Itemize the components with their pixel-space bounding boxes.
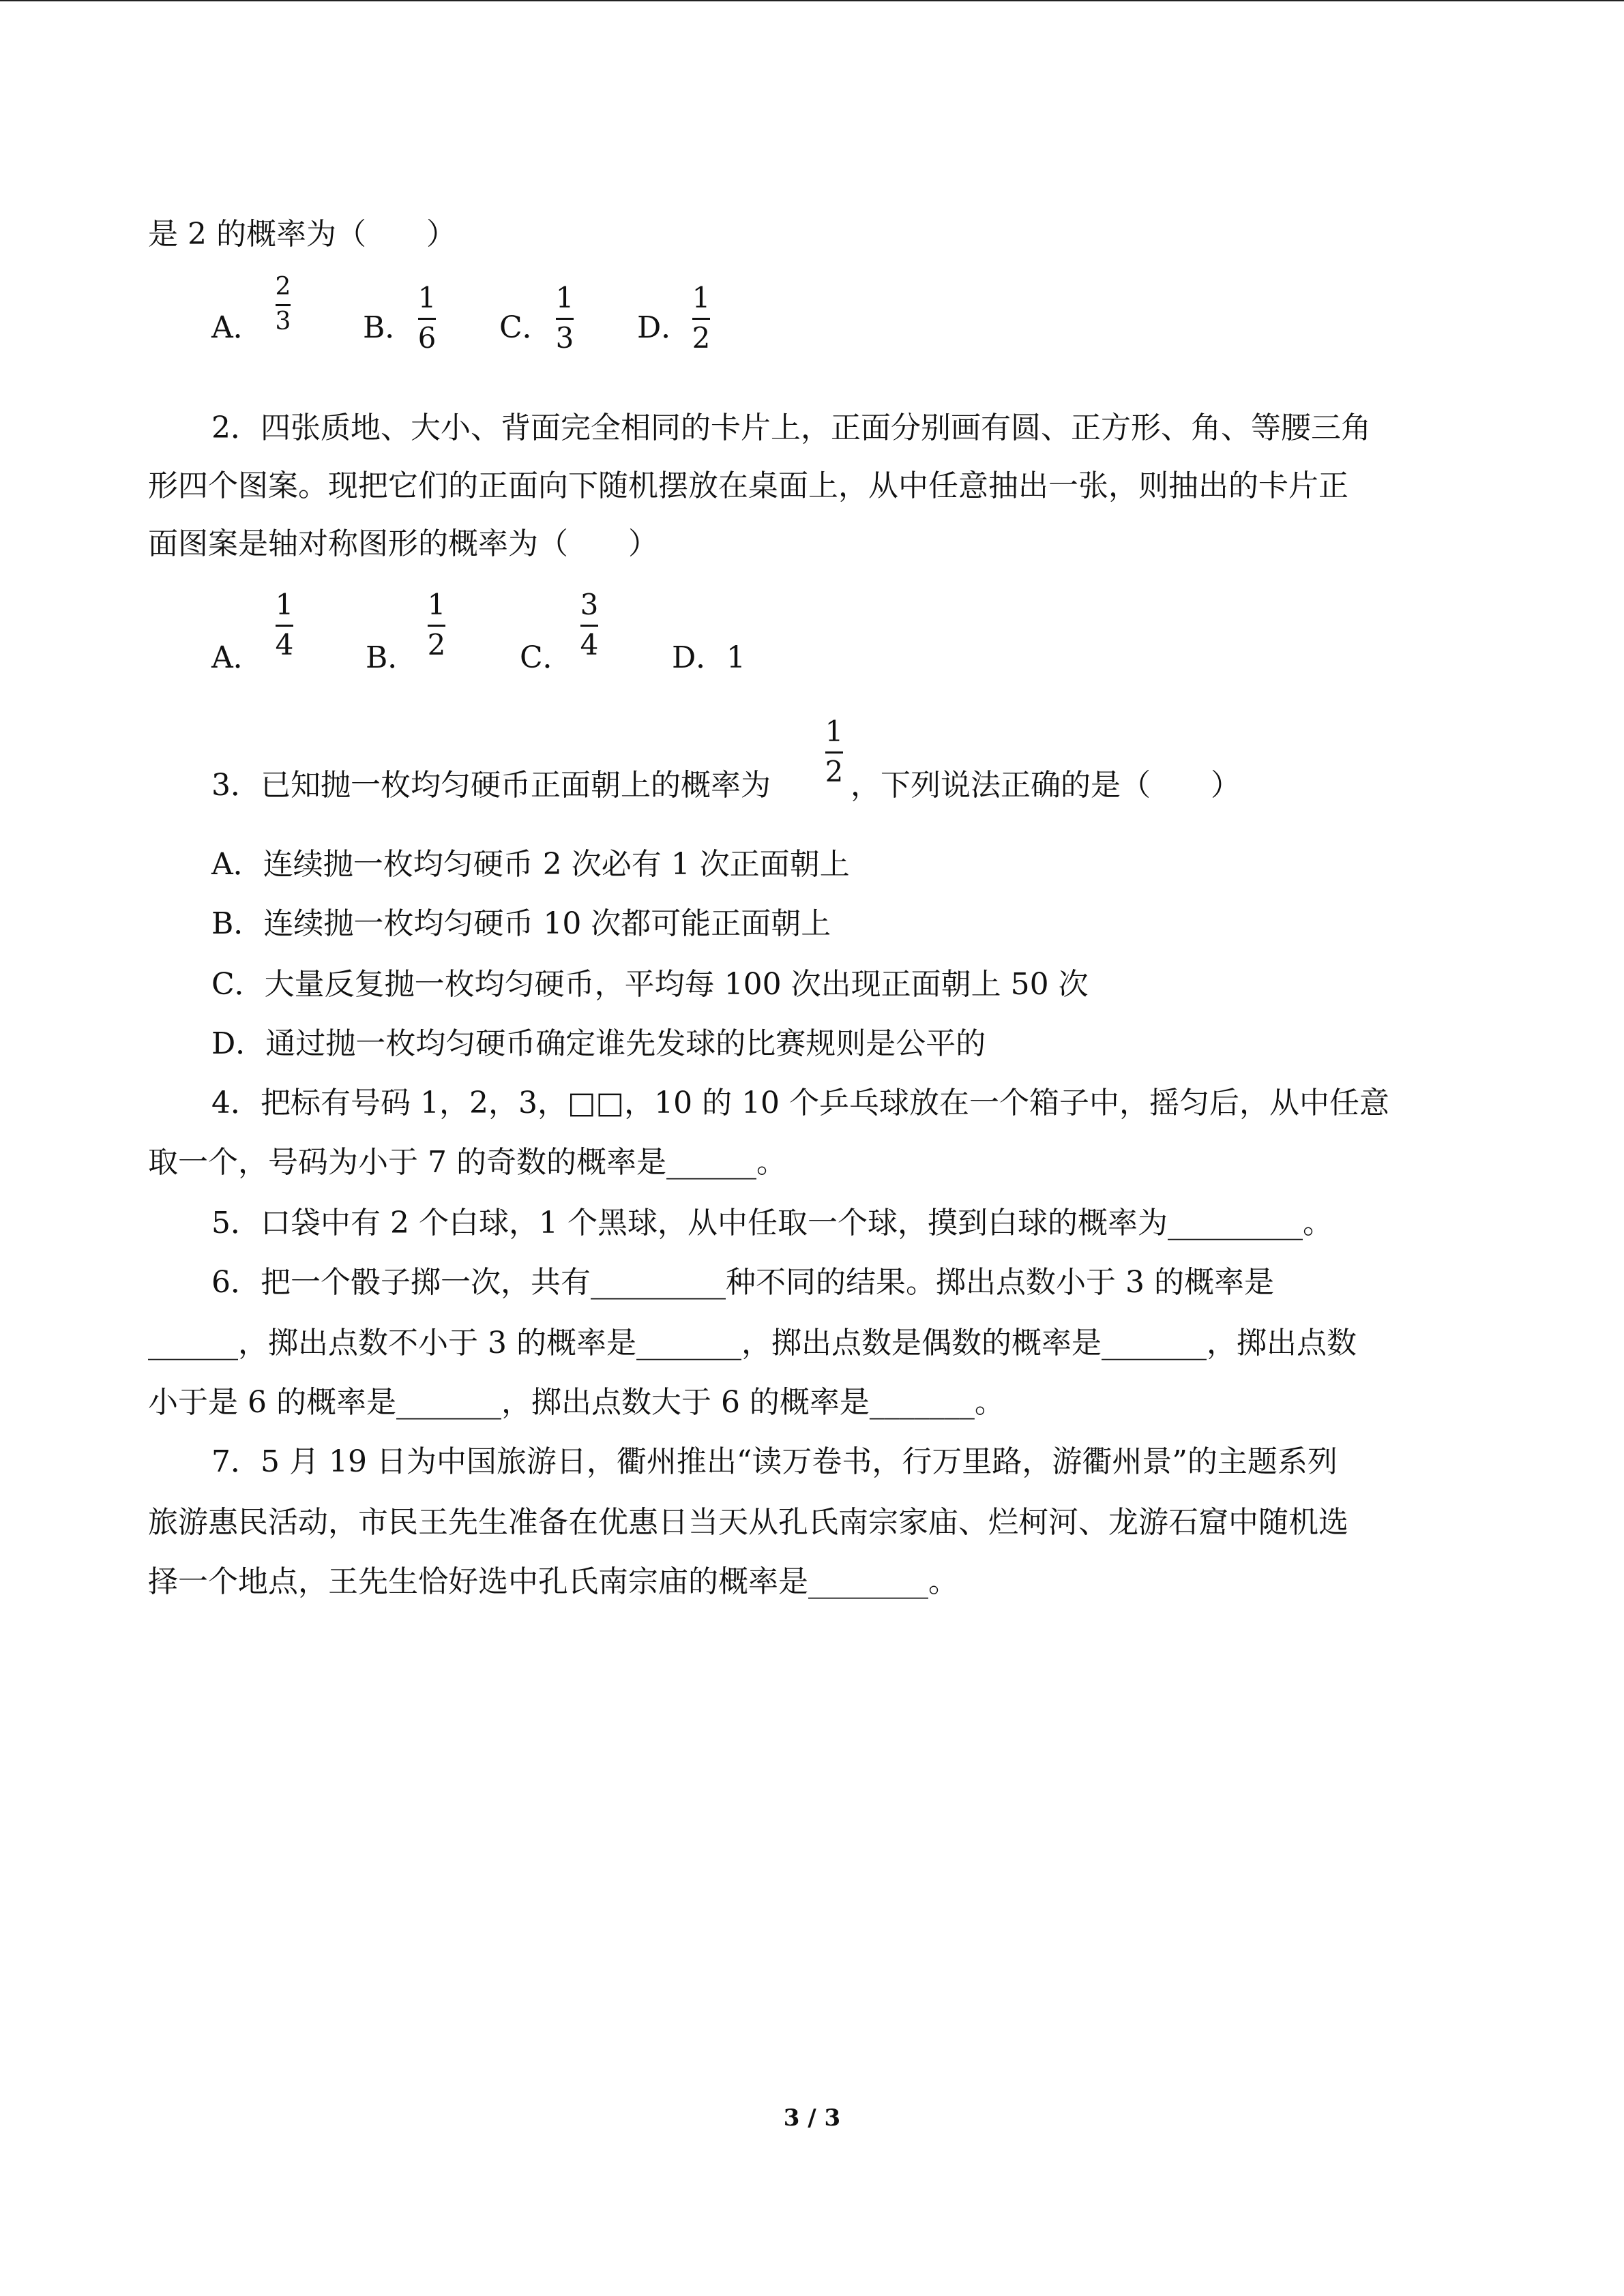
q2-line-1: 2．四张质地、大小、背面完全相同的卡片上，正面分别画有圆、正方形、角、等腰三角 [211,411,1371,445]
q3-stem-fraction [821,716,848,788]
q1-option-c-denominator: 3 [555,321,574,355]
q2-option-d-label: D． [672,640,726,675]
q1-option-c-numerator: 1 [555,281,574,314]
q1-option-b-denominator: 6 [417,321,437,355]
page-number: 3 / 3 [783,2104,841,2132]
q1-stem-tail: 是 2 的概率为（ ） [148,217,456,252]
q5-line-1: 5．口袋中有 2 个白球，1 个黑球，从中任取一个球，摸到白球的概率为_________。 [211,1206,1333,1240]
q1-option-d-denominator: 2 [692,321,711,355]
q2-option-b-fraction [423,589,450,661]
q7-line-2: 旅游惠民活动，市民王先生准备在优惠日当天从孔氏南宗家庙、烂柯河、龙游石窟中随机选 [148,1505,1348,1540]
q1-option-b-numerator: 1 [417,281,437,314]
q2-option-a-numerator: 1 [275,588,294,621]
q2-option-a-fraction [271,589,298,661]
q2-option-d-value: 1 [726,640,745,675]
q4-line-1: 4．把标有号码 1，2，3，□□，10 的 10 个乒乓球放在一个箱子中，摇匀后，从中任意 [211,1086,1390,1120]
q1-option-b-fraction [413,282,441,354]
q2-option-c-numerator: 3 [580,588,599,621]
q2-line-3: 面图案是轴对称图形的概率为（ ） [148,526,658,561]
q2-line-2: 形四个图案。现把它们的正面向下随机摆放在桌面上，从中任意抽出一张，则抽出的卡片正 [148,468,1348,503]
q2-option-c-denominator: 4 [580,628,599,661]
q1-option-b-label: B． [363,310,415,345]
q1-option-c-fraction [551,282,578,354]
q3-option-c: C．大量反复抛一枚均匀硬币，平均每 100 次出现正面朝上 50 次 [211,967,1089,1002]
q1-option-a-label: A． [211,310,263,345]
q6-line-3: 小于是 6 的概率是_______，掷出点数大于 6 的概率是_______。 [148,1385,1005,1420]
q1-option-a-denominator: 3 [275,308,291,336]
q2-option-c-label: C． [520,640,573,675]
page-top-border [0,0,1624,1]
q1-option-d-numerator: 1 [692,281,711,314]
q3-option-d: D．通过抛一枚均匀硬币确定谁先发球的比赛规则是公平的 [211,1026,986,1061]
q4-line-2: 取一个，号码为小于 7 的奇数的概率是______。 [148,1145,786,1180]
q1-option-a-numerator: 2 [275,273,291,301]
q2-option-c-fraction [576,589,603,661]
q2-option-b-label: B． [366,640,418,675]
q6-line-2: ______，掷出点数不小于 3 的概率是_______，掷出点数是偶数的概率是_______，掷出点数 [148,1326,1357,1360]
q2-option-b-numerator: 1 [427,588,446,621]
q3-stem-before: 3．已知抛一枚均匀硬币正面朝上的概率为 [211,768,771,803]
q1-option-d-label: D． [637,310,692,345]
q3-stem-after: ，下列说法正确的是（ ） [851,768,1241,803]
q2-option-a-label: A． [211,640,263,675]
q7-line-3: 择一个地点，王先生恰好选中孔氏南宗庙的概率是________。 [148,1564,958,1599]
q7-line-1: 7．5 月 19 日为中国旅游日，衢州推出“读万卷书，行万里路，游衢州景”的主题系列 [211,1444,1338,1479]
q1-option-a-fraction [269,274,297,335]
q2-option-b-denominator: 2 [427,628,446,661]
q3-fraction-numerator: 1 [825,715,844,748]
q1-option-d-fraction [688,282,715,354]
q3-option-b: B．连续抛一枚均匀硬币 10 次都可能正面朝上 [211,906,831,941]
q2-option-a-denominator: 4 [275,628,294,661]
q3-fraction-denominator: 2 [825,755,844,788]
q6-line-1: 6．把一个骰子掷一次，共有_________种不同的结果。掷出点数小于 3 的概率是 [211,1265,1274,1300]
q1-option-c-label: C． [499,310,552,345]
q3-option-a: A．连续抛一枚均匀硬币 2 次必有 1 次正面朝上 [211,847,850,882]
